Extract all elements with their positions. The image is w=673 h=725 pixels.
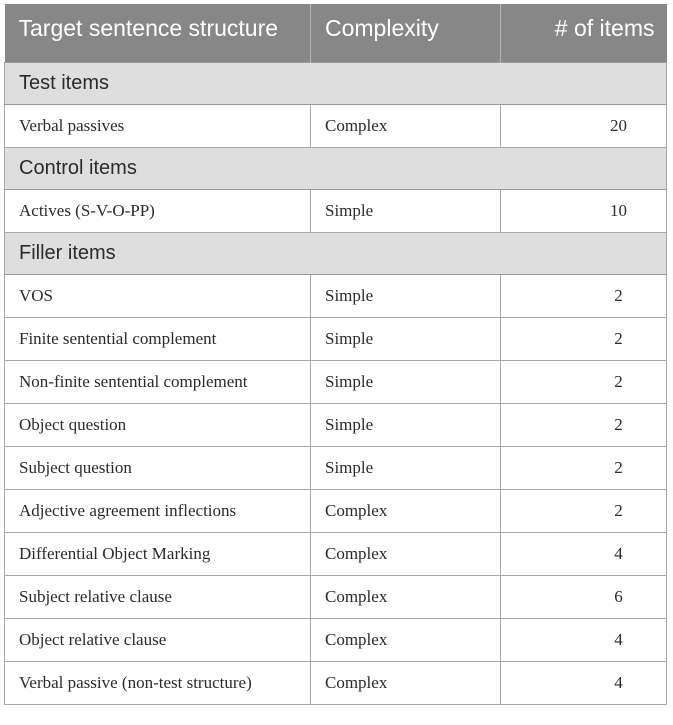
cell-item-count: 4 bbox=[501, 618, 667, 661]
cell-complexity: Simple bbox=[311, 274, 501, 317]
table-body bbox=[5, 62, 667, 704]
table-row bbox=[5, 575, 667, 618]
cell-item-count: 2 bbox=[501, 360, 667, 403]
cell-structure: Subject relative clause bbox=[5, 575, 311, 618]
cell-complexity: Simple bbox=[311, 189, 501, 232]
table-row bbox=[5, 661, 667, 704]
cell-item-count: 6 bbox=[501, 575, 667, 618]
cell-item-count: 2 bbox=[501, 274, 667, 317]
section-row bbox=[5, 232, 667, 274]
cell-structure: VOS bbox=[5, 274, 311, 317]
table-row bbox=[5, 446, 667, 489]
header-row bbox=[5, 4, 667, 62]
cell-structure: Subject question bbox=[5, 446, 311, 489]
sentence-structure-table bbox=[4, 4, 667, 705]
cell-structure: Object relative clause bbox=[5, 618, 311, 661]
cell-structure: Non-finite sentential complement bbox=[5, 360, 311, 403]
cell-complexity: Complex bbox=[311, 489, 501, 532]
header-complexity: Complexity bbox=[311, 4, 501, 62]
cell-structure: Object question bbox=[5, 403, 311, 446]
cell-item-count: 2 bbox=[501, 489, 667, 532]
cell-structure: Adjective agreement inflections bbox=[5, 489, 311, 532]
cell-structure: Finite sentential complement bbox=[5, 317, 311, 360]
cell-item-count: 20 bbox=[501, 104, 667, 147]
section-row bbox=[5, 147, 667, 189]
cell-item-count: 2 bbox=[501, 446, 667, 489]
cell-complexity: Simple bbox=[311, 403, 501, 446]
cell-complexity: Complex bbox=[311, 575, 501, 618]
table-row bbox=[5, 360, 667, 403]
section-title: Test items bbox=[5, 62, 667, 104]
cell-complexity: Simple bbox=[311, 360, 501, 403]
cell-complexity: Complex bbox=[311, 104, 501, 147]
cell-structure: Verbal passives bbox=[5, 104, 311, 147]
cell-complexity: Simple bbox=[311, 317, 501, 360]
cell-item-count: 10 bbox=[501, 189, 667, 232]
cell-item-count: 2 bbox=[501, 403, 667, 446]
section-title: Filler items bbox=[5, 232, 667, 274]
cell-structure: Differential Object Marking bbox=[5, 532, 311, 575]
cell-complexity: Simple bbox=[311, 446, 501, 489]
cell-item-count: 2 bbox=[501, 317, 667, 360]
cell-complexity: Complex bbox=[311, 532, 501, 575]
cell-structure: Verbal passive (non-test structure) bbox=[5, 661, 311, 704]
cell-item-count: 4 bbox=[501, 532, 667, 575]
table-row bbox=[5, 317, 667, 360]
table-container bbox=[4, 4, 666, 705]
section-title: Control items bbox=[5, 147, 667, 189]
cell-item-count: 4 bbox=[501, 661, 667, 704]
table-row bbox=[5, 618, 667, 661]
table-row bbox=[5, 104, 667, 147]
header-item-count: # of items bbox=[501, 4, 667, 62]
cell-structure: Actives (S-V-O-PP) bbox=[5, 189, 311, 232]
cell-complexity: Complex bbox=[311, 618, 501, 661]
section-row bbox=[5, 62, 667, 104]
table-row bbox=[5, 532, 667, 575]
table-row bbox=[5, 189, 667, 232]
cell-complexity: Complex bbox=[311, 661, 501, 704]
table-row bbox=[5, 489, 667, 532]
table-row bbox=[5, 274, 667, 317]
table-row bbox=[5, 403, 667, 446]
header-target-structure: Target sentence structure bbox=[5, 4, 311, 62]
